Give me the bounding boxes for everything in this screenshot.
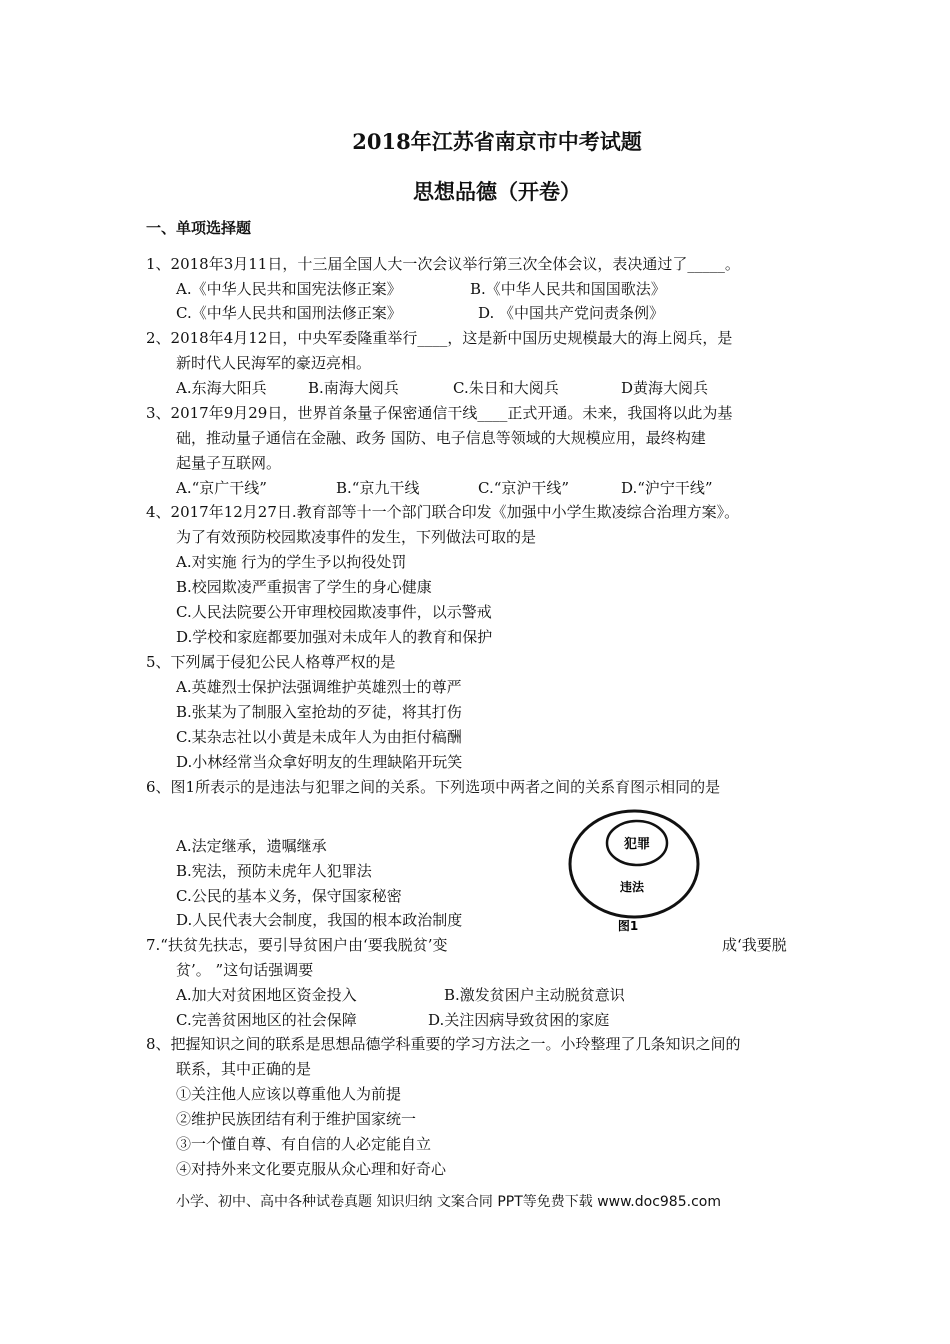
q6-option-d: D.人民代表大会制度，我国的根本政治制度 bbox=[176, 911, 463, 929]
q8-item-1: ①关注他人应该以尊重他人为前提 bbox=[176, 1085, 402, 1103]
q3-stem-line1: 3、2017年9月29日，世界首条量子保密通信干线____正式开通。未来，我国将以此为基 bbox=[146, 404, 733, 422]
q8-item-2: ②维护民族团结有利于维护国家统一 bbox=[176, 1110, 417, 1128]
section-heading: 一、单项选择题 bbox=[146, 219, 252, 237]
q3-option-d: D.“沪宁干线” bbox=[621, 479, 713, 497]
q1-option-a: A.《中华人民共和国宪法修正案》 bbox=[176, 280, 402, 298]
q1-option-b: B.《中华人民共和国国歌法》 bbox=[470, 280, 666, 298]
q8-stem-line1: 8、把握知识之间的联系是思想品德学科重要的学习方法之一。小玲整理了几条知识之间的 bbox=[146, 1035, 741, 1053]
inner-label: 犯罪 bbox=[623, 837, 651, 852]
q7-stem-line1-right: 成‘我要脱 bbox=[722, 936, 787, 954]
q3-option-c: C.“京沪干线” bbox=[478, 479, 570, 497]
q4-stem-line1: 4、2017年12月27日.教育部等十一个部门联合印发《加强中小学生欺凌综合治理方案》。 bbox=[146, 503, 740, 521]
q7-option-b: B.激发贫困户主动脱贫意识 bbox=[444, 986, 625, 1004]
exam-title: 2018年江苏省南京市中考试题 bbox=[352, 129, 642, 154]
q7-option-d: D.关注因病导致贫困的家庭 bbox=[428, 1011, 610, 1029]
q7-stem-line2: 贫’。 ”这句话强调要 bbox=[176, 961, 314, 979]
outer-label: 违法 bbox=[619, 880, 645, 894]
q6-option-a: A.法定继承，遗嘱继承 bbox=[176, 837, 327, 855]
q2-option-b: B.南海大阅兵 bbox=[308, 379, 399, 397]
q4-option-a: A.对实施 行为的学生予以拘役处罚 bbox=[176, 553, 407, 571]
q8-item-3: ③一个懂自尊、有自信的人必定能自立 bbox=[176, 1135, 432, 1153]
q4-option-d: D.学校和家庭都要加强对未成年人的教育和保护 bbox=[176, 628, 493, 646]
q2-option-d: D黄海大阅兵 bbox=[621, 379, 709, 397]
q5-option-a: A.英雄烈士保护法强调维护英雄烈士的尊严 bbox=[176, 678, 462, 696]
q3-stem-line3: 起量子互联网。 bbox=[176, 454, 282, 472]
q3-option-a: A.“京广干线” bbox=[176, 479, 267, 497]
q2-option-a: A.东海大阳兵 bbox=[176, 379, 267, 397]
q2-stem-line1: 2、2018年4月12日，中央军委隆重举行____，这是新中国历史规模最大的海上阅兵，是 bbox=[146, 329, 733, 347]
q1-option-d: D. 《中国共产党问责条例》 bbox=[478, 304, 665, 322]
q7-option-a: A.加大对贫困地区资金投入 bbox=[176, 986, 357, 1004]
q6-option-b: B.宪法，预防未虎年人犯罪法 bbox=[176, 862, 372, 880]
q8-item-4: ④对持外来文化要克服从众心理和好奇心 bbox=[176, 1160, 447, 1178]
q7-stem-line1-left: 7.“扶贫先扶志，要引导贫困户由‘要我脱贫’变 bbox=[146, 936, 448, 954]
q5-option-c: C.某杂志社以小黄是未成年人为由拒付稿酬 bbox=[176, 728, 462, 746]
q4-stem-line2: 为了有效预防校园欺凌事件的发生，下列做法可取的是 bbox=[176, 528, 537, 546]
q6-option-c: C.公民的基本义务，保守国家秘密 bbox=[176, 887, 402, 905]
footer-text: 小学、初中、高中各种试卷真题 知识归纳 文案合同 PPT等免费下载 www.doc985.com bbox=[176, 1194, 721, 1210]
q3-stem-line2: 础，推动量子通信在金融、政务 国防、电子信息等领域的大规模应用，最终构建 bbox=[176, 429, 706, 447]
q4-option-c: C.人民法院要公开审理校园欺凌事件，以示警戒 bbox=[176, 603, 492, 621]
q5-option-d: D.小林经常当众拿好明友的生理缺陷开玩笑 bbox=[176, 753, 463, 771]
q1-stem: 1、2018年3月11日，十三届全国人大一次会议举行第三次全体会议，表决通过了_____。 bbox=[146, 255, 740, 273]
q5-option-b: B.张某为了制服入室抢劫的歹徒，将其打伤 bbox=[176, 703, 462, 721]
figure-caption: 图1 bbox=[617, 919, 639, 933]
q6-stem: 6、图1所表示的是违法与犯罪之间的关系。下列选项中两者之间的关系育图示相同的是 bbox=[146, 778, 721, 796]
q2-option-c: C.朱日和大阅兵 bbox=[453, 379, 559, 397]
venn-figure bbox=[566, 808, 702, 934]
q2-stem-line2: 新时代人民海军的豪迈亮相。 bbox=[176, 354, 372, 372]
q8-stem-line2: 联系，其中正确的是 bbox=[176, 1060, 312, 1078]
q7-option-c: C.完善贫困地区的社会保障 bbox=[176, 1011, 357, 1029]
q1-option-c: C.《中华人民共和国刑法修正案》 bbox=[176, 304, 402, 322]
q4-option-b: B.校园欺凌严重损害了学生的身心健康 bbox=[176, 578, 432, 596]
q5-stem: 5、下列属于侵犯公民人格尊严权的是 bbox=[146, 653, 396, 671]
q3-option-b: B.“京九干线 bbox=[336, 479, 420, 497]
exam-subtitle: 思想品德（开卷） bbox=[413, 179, 581, 204]
